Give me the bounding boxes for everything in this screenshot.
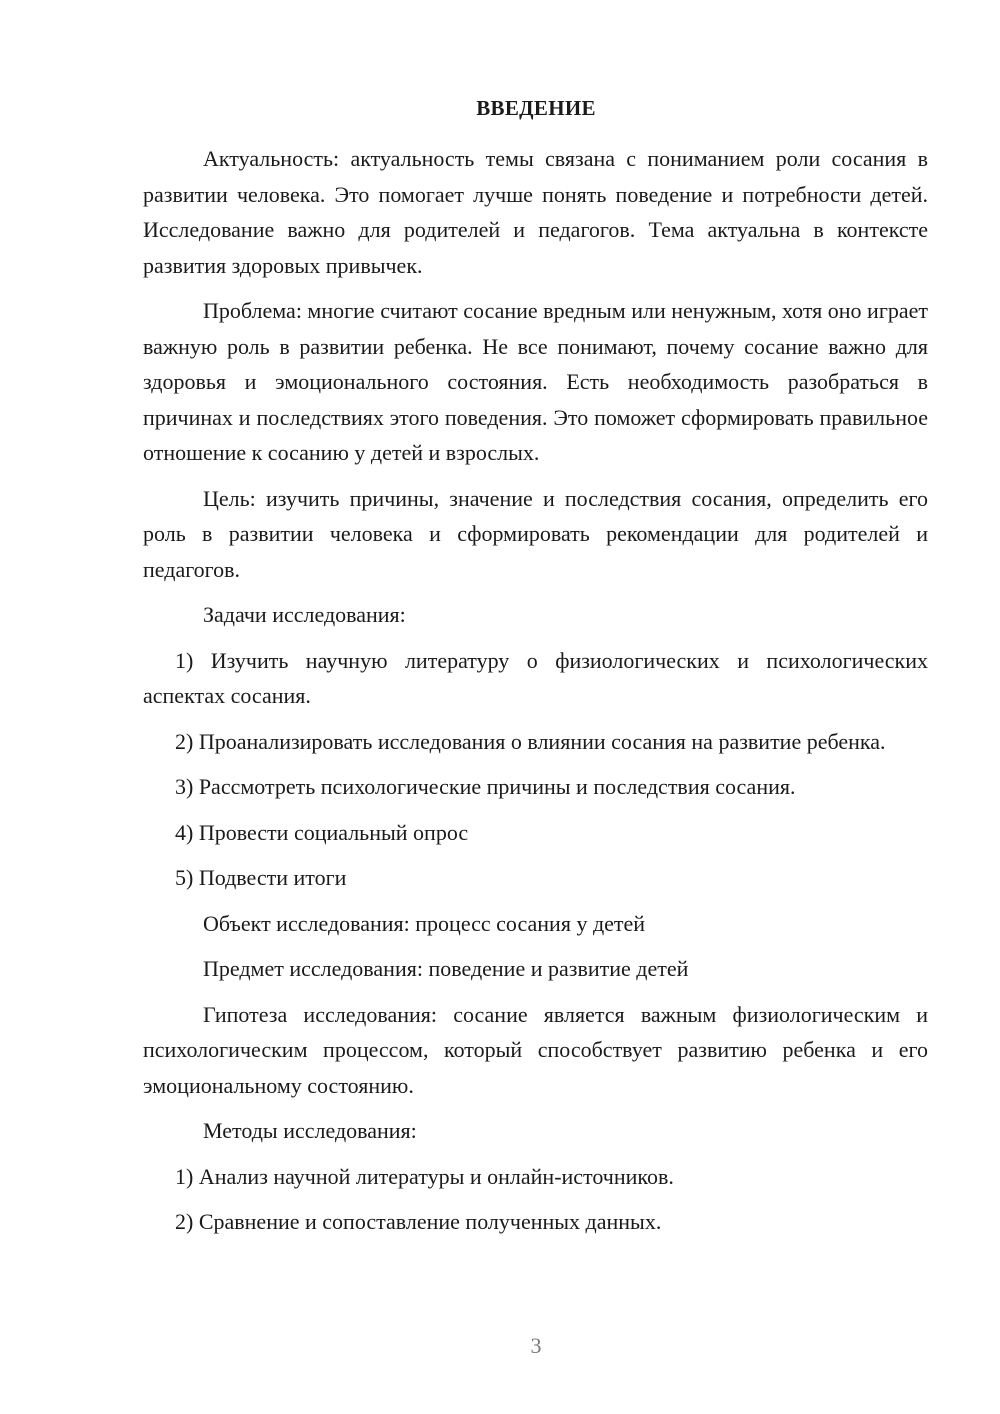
task-item: 2) Проанализировать исследования о влиянии сосания на развитие ребенка. — [175, 728, 886, 754]
method-item: 1) Анализ научной литературы и онлайн-источников. — [175, 1163, 674, 1189]
task-item: 1) Изучить научную литературу о физиологических и психологических аспектах сосания. — [143, 647, 928, 708]
document-body — [143, 141, 928, 1250]
method-item: 2) Сравнение и сопоставление полученных данных. — [175, 1209, 662, 1234]
methods-title: Методы исследования: — [203, 1118, 417, 1143]
hypothesis-paragraph: Гипотеза исследования: сосание является важным физиологическим и психологическим процессом, который способствует развитию ребенка и его эмоциональному состоянию. — [143, 1001, 928, 1098]
object-paragraph: Объект исследования: процесс сосания у детей — [203, 910, 646, 936]
page-number: 3 — [530, 1333, 542, 1358]
subject-paragraph: Предмет исследования: поведение и развитие детей — [203, 956, 689, 981]
problem-paragraph: Проблема: многие считают сосание вредным или ненужным, хотя оно играет важную роль в развитии ребенка. Не все понимают, почему сосание важно для здоровья и эмоционального состояния. Есть необходимость разобраться в причинах и последствиях этого поведения. Это поможет сформировать правильное отношение к сосанию у детей и взрослых. — [143, 298, 928, 465]
page-title: ВВЕДЕНИЕ — [476, 96, 596, 120]
tasks-title: Задачи исследования: — [203, 602, 406, 627]
task-item: 3) Рассмотреть психологические причины и последствия сосания. — [175, 774, 796, 799]
task-item: 5) Подвести итоги — [175, 865, 347, 890]
relevance-paragraph: Актуальность: актуальность темы связана с пониманием роли сосания в развитии человека. Это помогает лучше понять поведение и потребности детей. Исследование важно для родителей и педагогов. Тема актуальна в контексте развития здоровых привычек. — [143, 146, 928, 278]
task-item: 4) Провести социальный опрос — [175, 819, 469, 845]
goal-paragraph: Цель: изучить причины, значение и последствия сосания, определить его роль в развитии человека и сформировать рекомендации для родителей и педагогов. — [143, 485, 928, 582]
